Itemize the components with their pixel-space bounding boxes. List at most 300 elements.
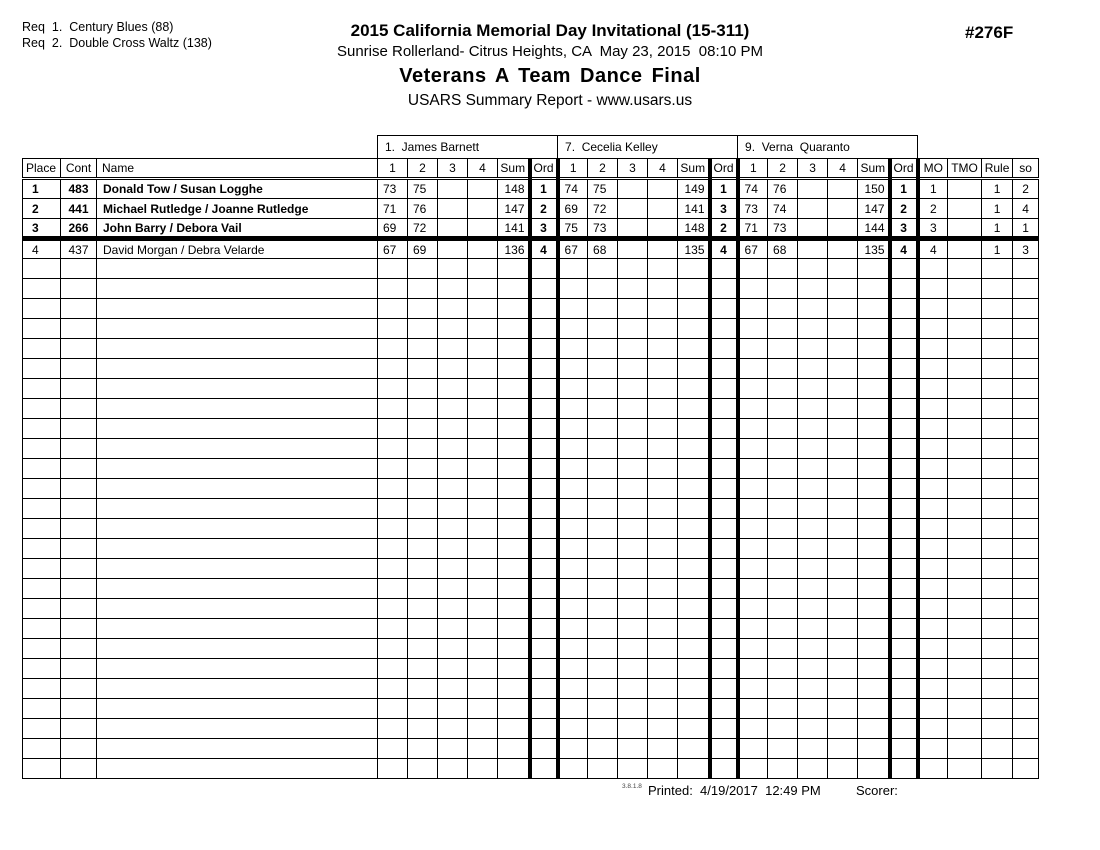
mark-cell [438,239,468,259]
empty-cell [408,519,438,539]
empty-cell [858,519,890,539]
col-header-judge1-2: 2 [408,159,438,179]
empty-cell [61,579,97,599]
empty-cell [618,479,648,499]
empty-cell [61,439,97,459]
empty-cell [97,739,378,759]
empty-cell [948,519,982,539]
empty-cell [23,559,61,579]
empty-cell [530,399,558,419]
empty-cell [890,579,918,599]
empty-cell [738,699,768,719]
empty-cell [918,439,948,459]
empty-cell [61,459,97,479]
col-header-judge2-ord: Ord [710,159,738,179]
empty-cell [918,679,948,699]
empty-cell [408,639,438,659]
venue-date: Sunrise Rollerland- Citrus Heights, CA May 23, 2015 08:10 PM [336,43,764,60]
mark-cell [618,199,648,219]
empty-cell [558,399,588,419]
empty-cell [588,479,618,499]
empty-cell [97,679,378,699]
empty-cell [858,379,890,399]
empty-cell [982,439,1013,459]
empty-cell [678,399,710,419]
empty-cell [618,639,648,659]
empty-cell [648,599,678,619]
empty-cell [23,379,61,399]
empty-cell [618,519,648,539]
mark-cell: 67 [378,239,408,259]
empty-cell [61,479,97,499]
mark-cell [798,239,828,259]
empty-cell [858,599,890,619]
empty-cell [982,479,1013,499]
empty-cell [408,479,438,499]
empty-cell [588,259,618,279]
empty-row [23,559,1039,579]
empty-cell [828,719,858,739]
empty-cell [678,519,710,539]
empty-cell [498,739,530,759]
empty-cell [530,439,558,459]
empty-cell [588,399,618,419]
empty-cell [798,399,828,419]
mark-cell: 73 [738,199,768,219]
empty-cell [618,399,648,419]
col-header-so: so [1013,159,1039,179]
empty-cell [982,359,1013,379]
empty-row [23,579,1039,599]
empty-cell [648,439,678,459]
empty-cell [588,759,618,779]
empty-cell [678,379,710,399]
empty-cell [678,439,710,459]
empty-cell [438,679,468,699]
empty-cell [710,359,738,379]
empty-cell [828,599,858,619]
empty-cell [23,499,61,519]
empty-cell [61,639,97,659]
mark-cell [828,179,858,199]
col-header-judge3-1: 1 [738,159,768,179]
empty-cell [678,659,710,679]
mark-cell: 73 [588,219,618,239]
empty-cell [918,599,948,619]
empty-cell [948,439,982,459]
empty-cell [648,279,678,299]
empty-cell [798,599,828,619]
ord-cell: 1 [530,179,558,199]
empty-cell [798,359,828,379]
empty-cell [710,439,738,459]
empty-cell [858,259,890,279]
empty-cell [738,659,768,679]
empty-cell [408,399,438,419]
empty-cell [890,419,918,439]
empty-cell [97,519,378,539]
empty-cell [918,319,948,339]
empty-cell [648,339,678,359]
empty-cell [558,619,588,639]
empty-cell [738,379,768,399]
empty-cell [61,619,97,639]
empty-cell [982,279,1013,299]
empty-cell [61,519,97,539]
empty-cell [1013,499,1039,519]
judge-header-row [23,136,1039,159]
empty-cell [858,299,890,319]
empty-cell [828,619,858,639]
empty-cell [890,639,918,659]
empty-cell [61,419,97,439]
empty-cell [558,319,588,339]
empty-cell [768,679,798,699]
empty-cell [408,559,438,579]
empty-cell [948,339,982,359]
empty-cell [768,619,798,639]
empty-cell [408,339,438,359]
mark-cell [648,219,678,239]
empty-cell [1013,619,1039,639]
empty-cell [618,659,648,679]
empty-cell [438,379,468,399]
mark-cell [828,199,858,219]
empty-cell [530,479,558,499]
empty-cell [738,279,768,299]
empty-cell [948,279,982,299]
empty-cell [438,499,468,519]
col-header-judge1-ord: Ord [530,159,558,179]
empty-row [23,679,1039,699]
empty-cell [948,459,982,479]
empty-cell [498,399,530,419]
empty-cell [558,499,588,519]
empty-cell [890,759,918,779]
empty-cell [618,699,648,719]
empty-cell [798,459,828,479]
empty-cell [738,579,768,599]
judge-name-header-1: 1. James Barnett [378,136,558,159]
empty-cell [798,759,828,779]
empty-cell [61,399,97,419]
empty-cell [768,379,798,399]
empty-cell [768,659,798,679]
empty-cell [588,559,618,579]
empty-cell [438,619,468,639]
empty-cell [378,399,408,419]
empty-row [23,259,1039,279]
empty-cell [498,679,530,699]
empty-cell [710,659,738,679]
empty-cell [982,559,1013,579]
empty-cell [918,419,948,439]
empty-cell [798,619,828,639]
mo-cell: 4 [918,239,948,259]
empty-cell [918,259,948,279]
empty-cell [558,359,588,379]
empty-cell [438,479,468,499]
empty-cell [890,379,918,399]
empty-cell [468,339,498,359]
mark-cell [618,219,648,239]
empty-cell [468,659,498,679]
ord-cell: 3 [530,219,558,239]
empty-cell [648,579,678,599]
empty-cell [618,339,648,359]
empty-cell [1013,559,1039,579]
empty-cell [1013,579,1039,599]
mark-cell [468,219,498,239]
empty-cell [948,359,982,379]
empty-cell [890,559,918,579]
empty-cell [97,319,378,339]
empty-cell [408,699,438,719]
empty-cell [378,479,408,499]
empty-cell [61,759,97,779]
empty-cell [618,739,648,759]
empty-cell [798,699,828,719]
empty-cell [498,599,530,619]
empty-cell [710,339,738,359]
table-row [23,219,1039,239]
empty-cell [378,359,408,379]
empty-cell [468,459,498,479]
mark-cell: 74 [558,179,588,199]
printed-timestamp: Printed: 4/19/2017 12:49 PM [648,783,821,798]
empty-cell [378,759,408,779]
empty-cell [498,259,530,279]
empty-cell [618,439,648,459]
empty-cell [498,499,530,519]
empty-row [23,599,1039,619]
empty-cell [378,559,408,579]
empty-cell [498,459,530,479]
empty-cell [890,439,918,459]
empty-cell [618,459,648,479]
empty-cell [890,319,918,339]
mark-cell: 71 [378,199,408,219]
mark-cell [798,219,828,239]
empty-cell [828,539,858,559]
empty-cell [918,499,948,519]
empty-cell [530,699,558,719]
empty-cell [468,559,498,579]
empty-cell [588,599,618,619]
mark-cell: 68 [768,239,798,259]
empty-cell [768,419,798,439]
mark-cell: 69 [408,239,438,259]
empty-cell [918,399,948,419]
empty-cell [61,679,97,699]
mark-cell [438,179,468,199]
empty-cell [588,719,618,739]
empty-cell [23,399,61,419]
empty-cell [710,379,738,399]
empty-row [23,639,1039,659]
empty-cell [378,419,408,439]
col-header-name: Name [97,159,378,179]
col-header-judge2-2: 2 [588,159,618,179]
empty-cell [648,719,678,739]
empty-cell [438,439,468,459]
mark-cell: 72 [588,199,618,219]
empty-cell [97,279,378,299]
empty-cell [438,299,468,319]
empty-cell [588,619,618,639]
empty-cell [982,619,1013,639]
empty-cell [498,639,530,659]
empty-cell [530,579,558,599]
empty-cell [23,699,61,719]
cont-cell: 441 [61,199,97,219]
empty-cell [768,699,798,719]
empty-cell [918,519,948,539]
empty-cell [618,679,648,699]
empty-cell [588,339,618,359]
mark-cell [648,239,678,259]
empty-cell [982,539,1013,559]
empty-row [23,619,1039,639]
empty-cell [1013,759,1039,779]
empty-cell [828,259,858,279]
empty-cell [438,559,468,579]
empty-cell [828,319,858,339]
empty-cell [828,299,858,319]
empty-cell [468,399,498,419]
empty-cell [648,419,678,439]
tmo-cell [948,179,982,199]
mark-cell [648,199,678,219]
empty-cell [648,639,678,659]
empty-cell [588,499,618,519]
mark-cell: 71 [738,219,768,239]
empty-cell [738,299,768,319]
mark-cell: 73 [378,179,408,199]
empty-cell [890,279,918,299]
empty-cell [710,259,738,279]
empty-cell [828,739,858,759]
empty-cell [918,279,948,299]
empty-cell [858,739,890,759]
empty-cell [710,739,738,759]
empty-cell [23,719,61,739]
judge-name-header-3: 9. Verna Quaranto [738,136,918,159]
empty-cell [498,439,530,459]
col-header-judge3-ord: Ord [890,159,918,179]
empty-cell [828,339,858,359]
empty-cell [890,619,918,639]
empty-cell [1013,299,1039,319]
col-header-cont: Cont [61,159,97,179]
empty-cell [798,259,828,279]
empty-row [23,539,1039,559]
empty-cell [408,499,438,519]
empty-cell [768,459,798,479]
empty-cell [468,519,498,539]
empty-row [23,719,1039,739]
empty-cell [97,359,378,379]
empty-cell [23,259,61,279]
empty-cell [588,439,618,459]
req-line-2: Req 2. Double Cross Waltz (138) [22,36,212,50]
empty-cell [798,299,828,319]
empty-cell [710,579,738,599]
empty-cell [530,299,558,319]
empty-cell [648,659,678,679]
empty-cell [530,759,558,779]
empty-cell [468,539,498,559]
empty-cell [408,259,438,279]
report-number: #276F [965,23,1014,42]
empty-cell [768,319,798,339]
empty-cell [678,259,710,279]
empty-row [23,419,1039,439]
mark-cell: 68 [588,239,618,259]
col-header-mo: MO [918,159,948,179]
empty-cell [558,459,588,479]
sum-cell: 144 [858,219,890,239]
empty-cell [828,279,858,299]
empty-cell [710,499,738,519]
report-header [0,21,1100,110]
empty-cell [918,719,948,739]
empty-row [23,739,1039,759]
empty-cell [738,459,768,479]
empty-cell [798,339,828,359]
empty-cell [558,519,588,539]
empty-cell [858,679,890,699]
empty-cell [890,359,918,379]
empty-cell [738,639,768,659]
table-row [23,199,1039,219]
sum-cell: 135 [858,239,890,259]
col-header-judge3-2: 2 [768,159,798,179]
empty-cell [618,539,648,559]
empty-cell [768,539,798,559]
empty-cell [378,259,408,279]
mark-cell [468,199,498,219]
empty-cell [678,299,710,319]
empty-cell [530,679,558,699]
mark-cell: 74 [768,199,798,219]
empty-cell [858,499,890,519]
col-header-judge2-4: 4 [648,159,678,179]
empty-cell [97,339,378,359]
empty-cell [408,739,438,759]
empty-cell [558,719,588,739]
empty-cell [828,399,858,419]
empty-cell [588,319,618,339]
empty-cell [858,399,890,419]
empty-cell [738,339,768,359]
empty-cell [890,459,918,479]
empty-cell [648,739,678,759]
empty-cell [1013,679,1039,699]
sum-cell: 141 [678,199,710,219]
empty-cell [438,279,468,299]
empty-cell [858,319,890,339]
empty-cell [498,479,530,499]
empty-cell [438,579,468,599]
cont-cell: 483 [61,179,97,199]
name-cell: Michael Rutledge / Joanne Rutledge [97,199,378,219]
empty-cell [438,339,468,359]
empty-cell [768,599,798,619]
empty-cell [558,739,588,759]
empty-cell [468,299,498,319]
empty-cell [23,679,61,699]
